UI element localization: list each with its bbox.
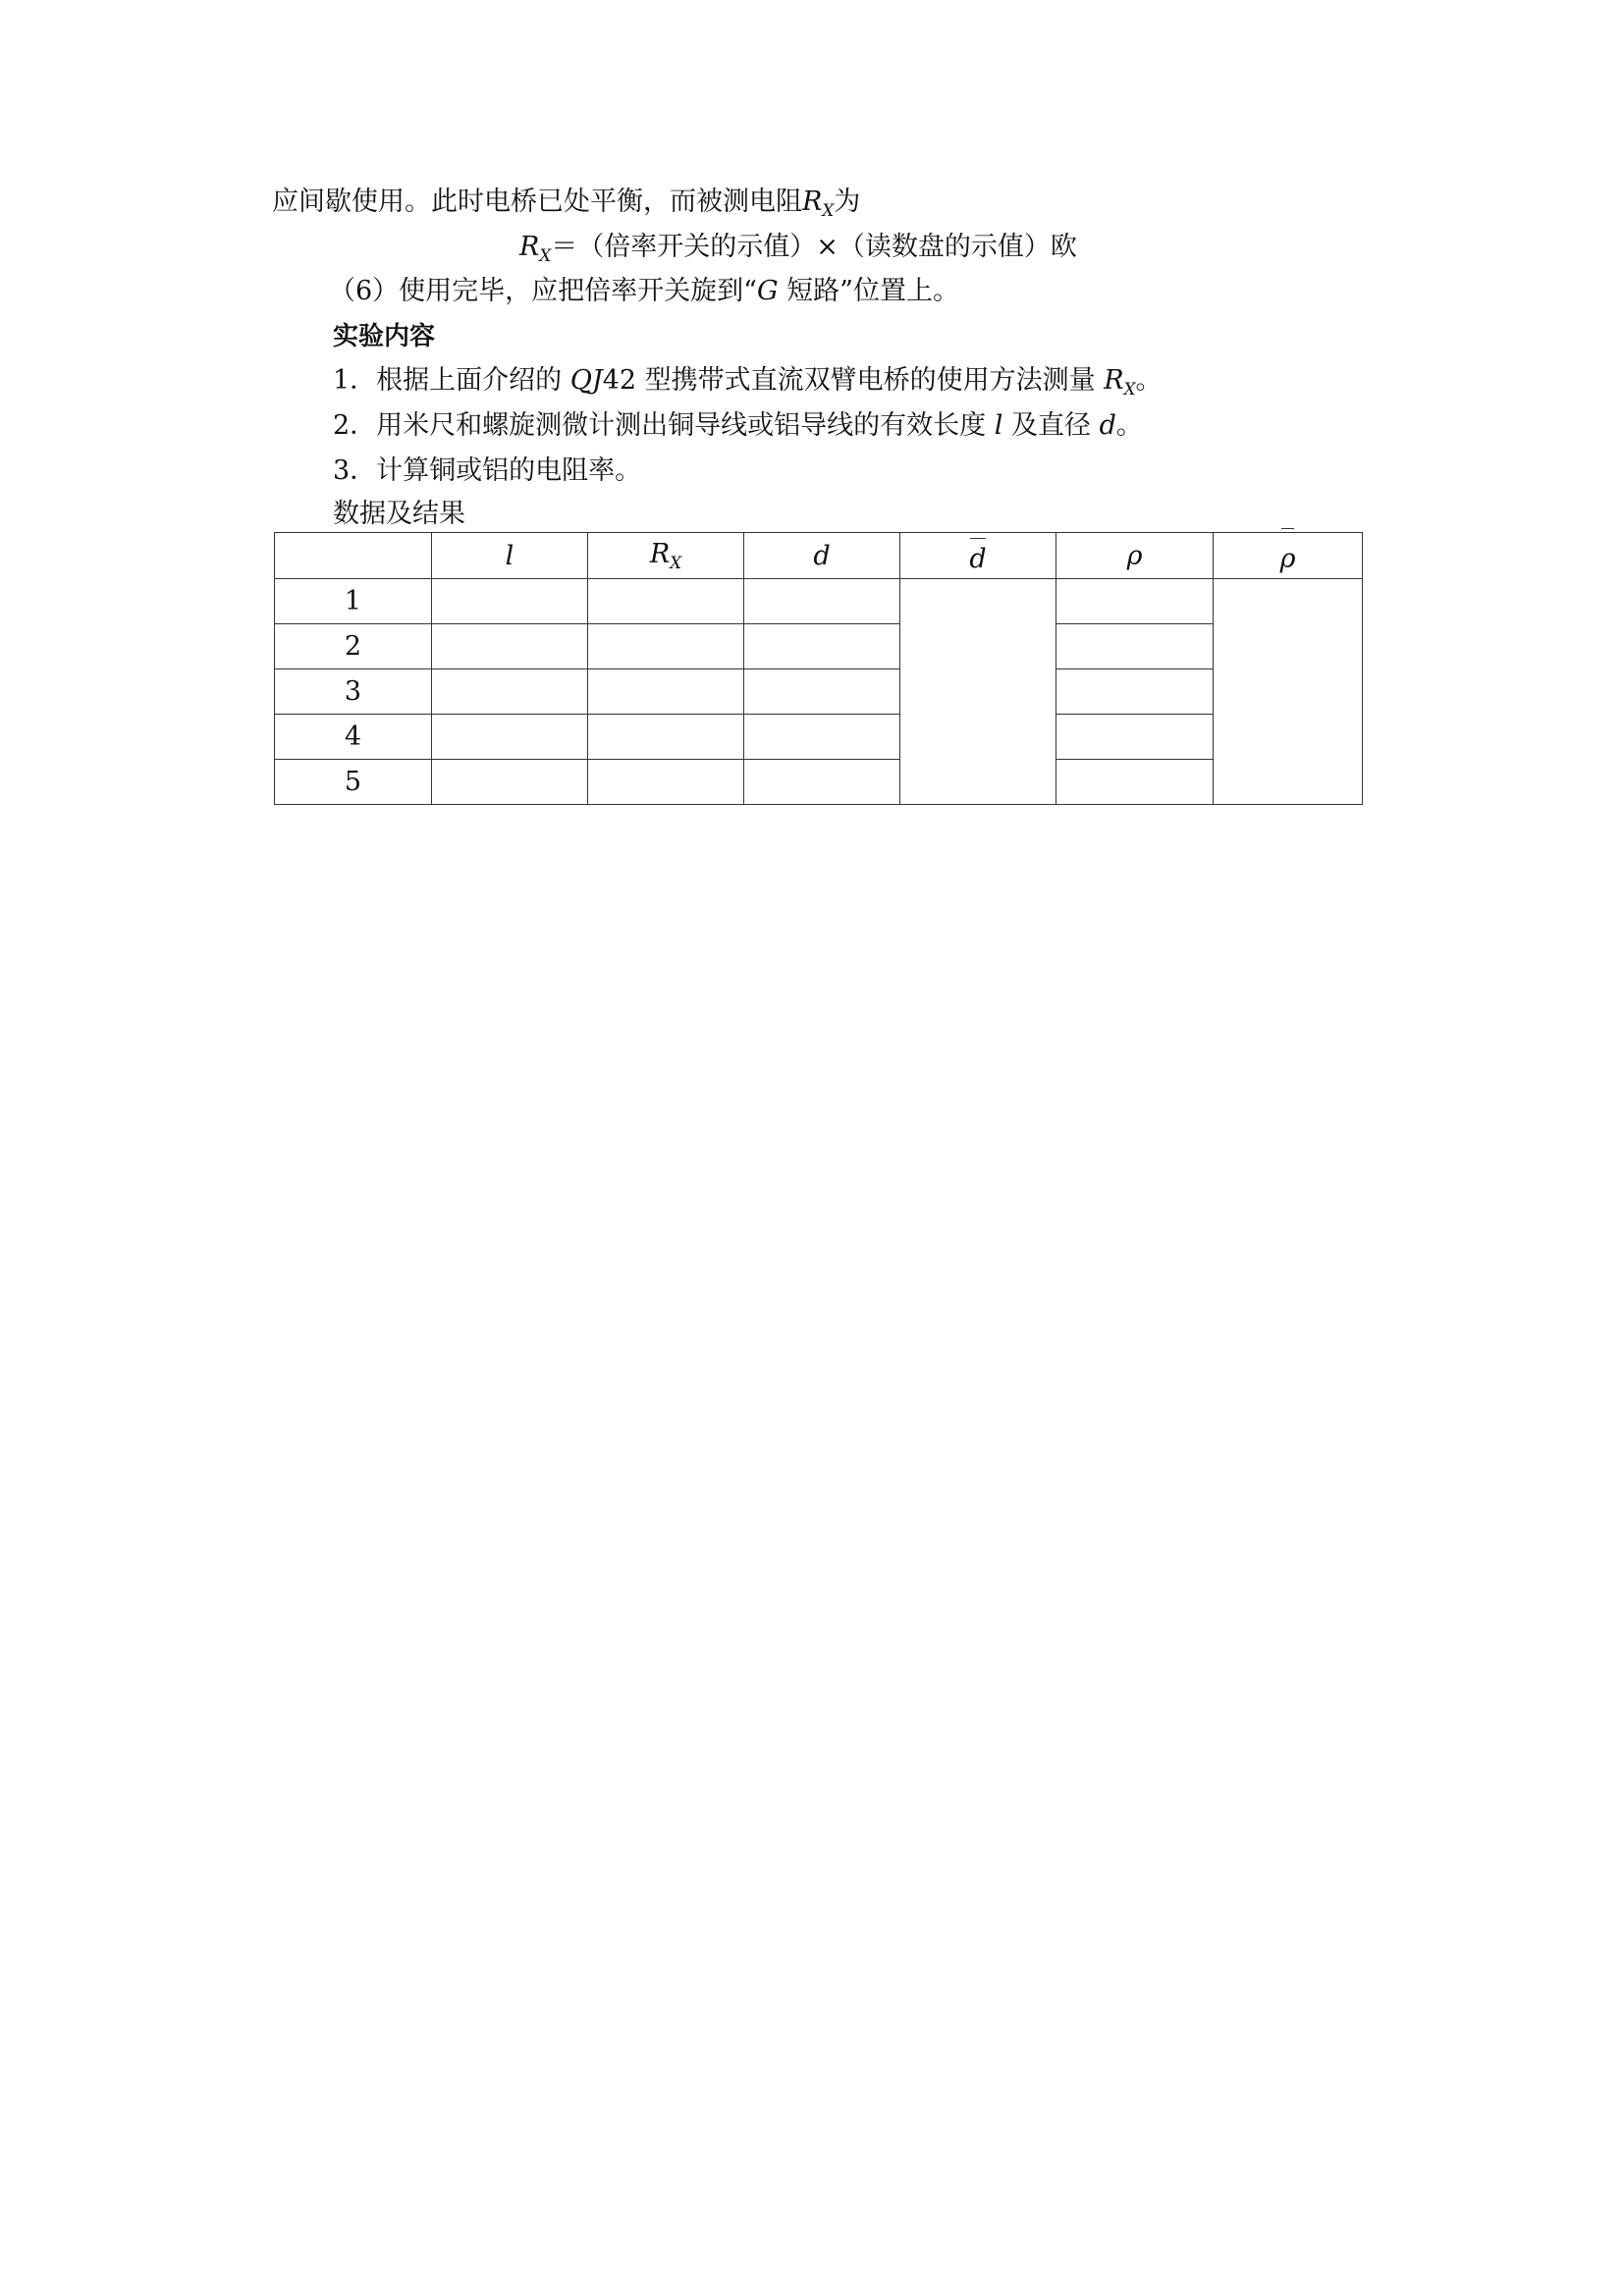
- item-2-var2: d: [1099, 410, 1116, 441]
- row-label: 3: [275, 669, 432, 715]
- cell-rx: [588, 579, 744, 624]
- row-label: 1: [275, 579, 432, 624]
- item-1-var: QJ: [569, 365, 603, 396]
- item-2-prefix: 2．用米尺和螺旋测微计测出铜导线或铝导线的有效长度: [333, 410, 995, 441]
- cell-l: [432, 624, 588, 669]
- paragraph-text: 应间歇使用。此时电桥已处平衡，而被测电阻: [272, 187, 802, 217]
- cell-d: [744, 624, 900, 669]
- cell-d: [744, 669, 900, 715]
- table-row: [275, 715, 1363, 760]
- cell-l: [432, 760, 588, 805]
- cell-rho: [1056, 715, 1214, 760]
- formula-subscript: X: [539, 244, 552, 265]
- formula-rhs: ＝（倍率开关的示值）×（读数盘的示值）欧: [551, 232, 1077, 262]
- header-d-mean: d: [900, 533, 1056, 579]
- cell-d: [744, 715, 900, 760]
- cell-l: [432, 669, 588, 715]
- cell-d-mean: [900, 579, 1056, 805]
- item-3-text: 3．计算铜或铝的电阻率。: [333, 455, 642, 486]
- header-rx: $R_X$: [588, 533, 744, 579]
- cell-rx: [588, 760, 744, 805]
- cell-l: [432, 715, 588, 760]
- step-6-text: （6）使用完毕，应把倍率开关旋到“: [329, 276, 757, 306]
- cell-rx: [588, 624, 744, 669]
- item-1-sub: X: [1123, 378, 1136, 399]
- header-rho: ρ: [1056, 533, 1214, 579]
- list-item: [333, 454, 641, 489]
- item-2-tail: 。: [1115, 410, 1143, 441]
- cell-d: [744, 760, 900, 805]
- paragraph-tail: 为: [834, 187, 861, 217]
- list-item: [333, 363, 1163, 406]
- table-row: [275, 624, 1363, 669]
- step-6-tail: 短路”位置上。: [778, 276, 959, 306]
- table-row: [275, 760, 1363, 805]
- table-header-row: [275, 533, 1363, 579]
- item-2-var: l: [994, 410, 1003, 441]
- step-6-var: G: [756, 276, 779, 306]
- step-6: [329, 274, 959, 309]
- paragraph-continuation: [272, 185, 860, 228]
- item-1-mid: 42 型携带式直流双臂电桥的使用方法测量: [602, 365, 1105, 396]
- list-item: [333, 408, 1143, 444]
- cell-rho: [1056, 579, 1214, 624]
- row-label: 5: [275, 760, 432, 805]
- item-1-prefix: 1．根据上面介绍的: [333, 365, 570, 396]
- header-l: l: [432, 533, 588, 579]
- formula-var: R: [519, 232, 540, 262]
- cell-rho: [1056, 760, 1214, 805]
- item-2-mid: 及直径: [1002, 410, 1100, 441]
- cell-rho: [1056, 669, 1214, 715]
- data-table: [274, 532, 1363, 805]
- row-label: 4: [275, 715, 432, 760]
- item-1-tail: 。: [1135, 365, 1163, 396]
- cell-rho-mean: [1214, 579, 1363, 805]
- header-empty: [275, 533, 432, 579]
- table-row: [275, 669, 1363, 715]
- header-rho-mean: ρ: [1214, 533, 1363, 579]
- cell-rx: [588, 715, 744, 760]
- rx-variable: R: [802, 187, 823, 217]
- row-label: 2: [275, 624, 432, 669]
- item-1-var2: R: [1104, 365, 1124, 396]
- cell-rho: [1056, 624, 1214, 669]
- header-d: d: [744, 533, 900, 579]
- section-heading: 实验内容: [333, 322, 436, 351]
- table-caption: 数据及结果: [333, 499, 465, 529]
- cell-d: [744, 579, 900, 624]
- rx-subscript: X: [822, 199, 835, 220]
- table-row: [275, 579, 1363, 624]
- cell-rx: [588, 669, 744, 715]
- cell-l: [432, 579, 588, 624]
- formula-line: [519, 230, 1077, 273]
